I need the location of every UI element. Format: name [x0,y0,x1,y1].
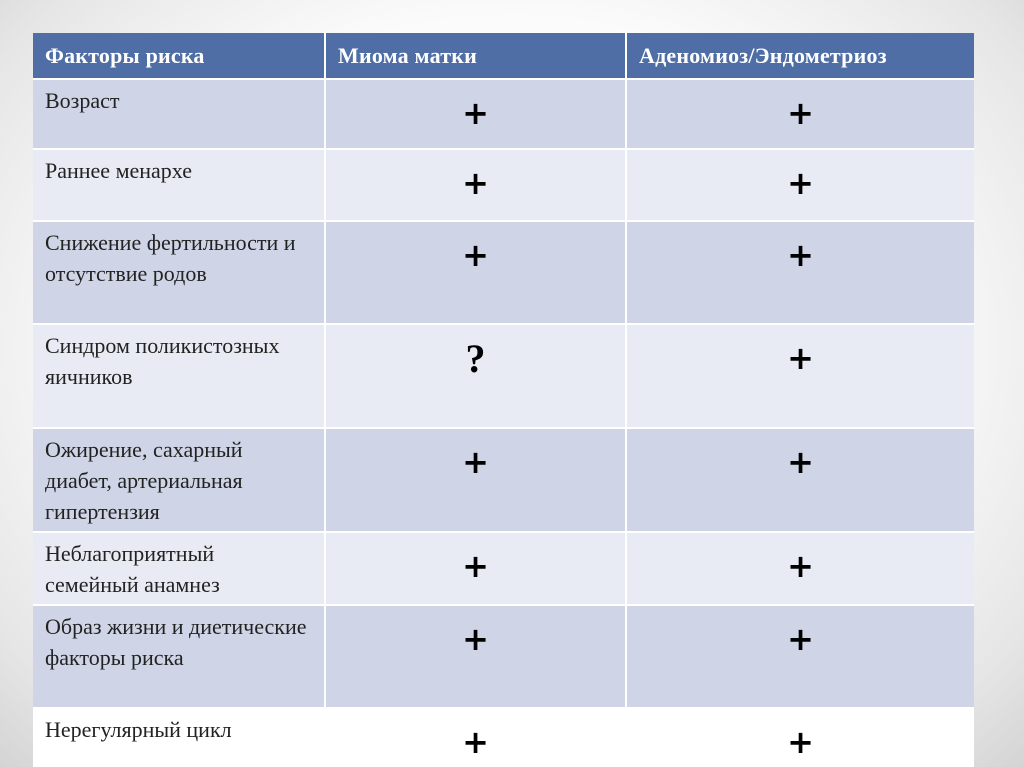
adenomyosis-mark: + [787,723,814,761]
adenomyosis-mark: + [787,443,814,481]
table-row [33,324,974,428]
table-row [33,605,974,708]
myoma-mark: + [462,164,489,202]
myoma-mark: + [462,620,489,658]
myoma-mark: + [462,443,489,481]
risk-factor-cell: Нерегулярный цикл [45,717,232,742]
risk-factor-cell: Синдром поликистозных яичников [45,333,280,389]
table-row [33,79,974,149]
myoma-mark: + [462,547,489,585]
risk-factors-table-container [33,33,974,767]
risk-factor-cell: Ожирение, сахарный диабет, артериальная гипертензия [45,437,243,524]
adenomyosis-mark: + [787,236,814,274]
myoma-mark: + [462,723,489,761]
table-row [33,708,974,767]
header-adenomyosis: Аденомиоз/Эндометриоз [626,33,974,79]
risk-factors-table [33,33,974,767]
risk-factor-cell: Возраст [45,88,120,113]
risk-factor-cell: Раннее менархе [45,158,193,183]
table-row [33,532,974,605]
table-row [33,221,974,324]
adenomyosis-mark: + [787,547,814,585]
adenomyosis-mark: + [787,164,814,202]
risk-factor-cell: Неблагоприятный семейный анамнез [45,541,220,597]
adenomyosis-mark: + [787,94,814,132]
myoma-mark: + [462,236,489,274]
header-risk-factors: Факторы риска [33,33,325,79]
adenomyosis-mark: + [787,620,814,658]
table-header-row [33,33,974,79]
risk-factor-cell: Образ жизни и диетические факторы риска [45,614,307,670]
adenomyosis-mark: + [787,339,814,377]
table-row [33,149,974,221]
header-myoma: Миома матки [325,33,626,79]
myoma-mark: ? [465,336,486,381]
table-row [33,428,974,532]
risk-factor-cell: Снижение фертильности и отсутствие родов [45,230,296,286]
myoma-mark: + [462,94,489,132]
